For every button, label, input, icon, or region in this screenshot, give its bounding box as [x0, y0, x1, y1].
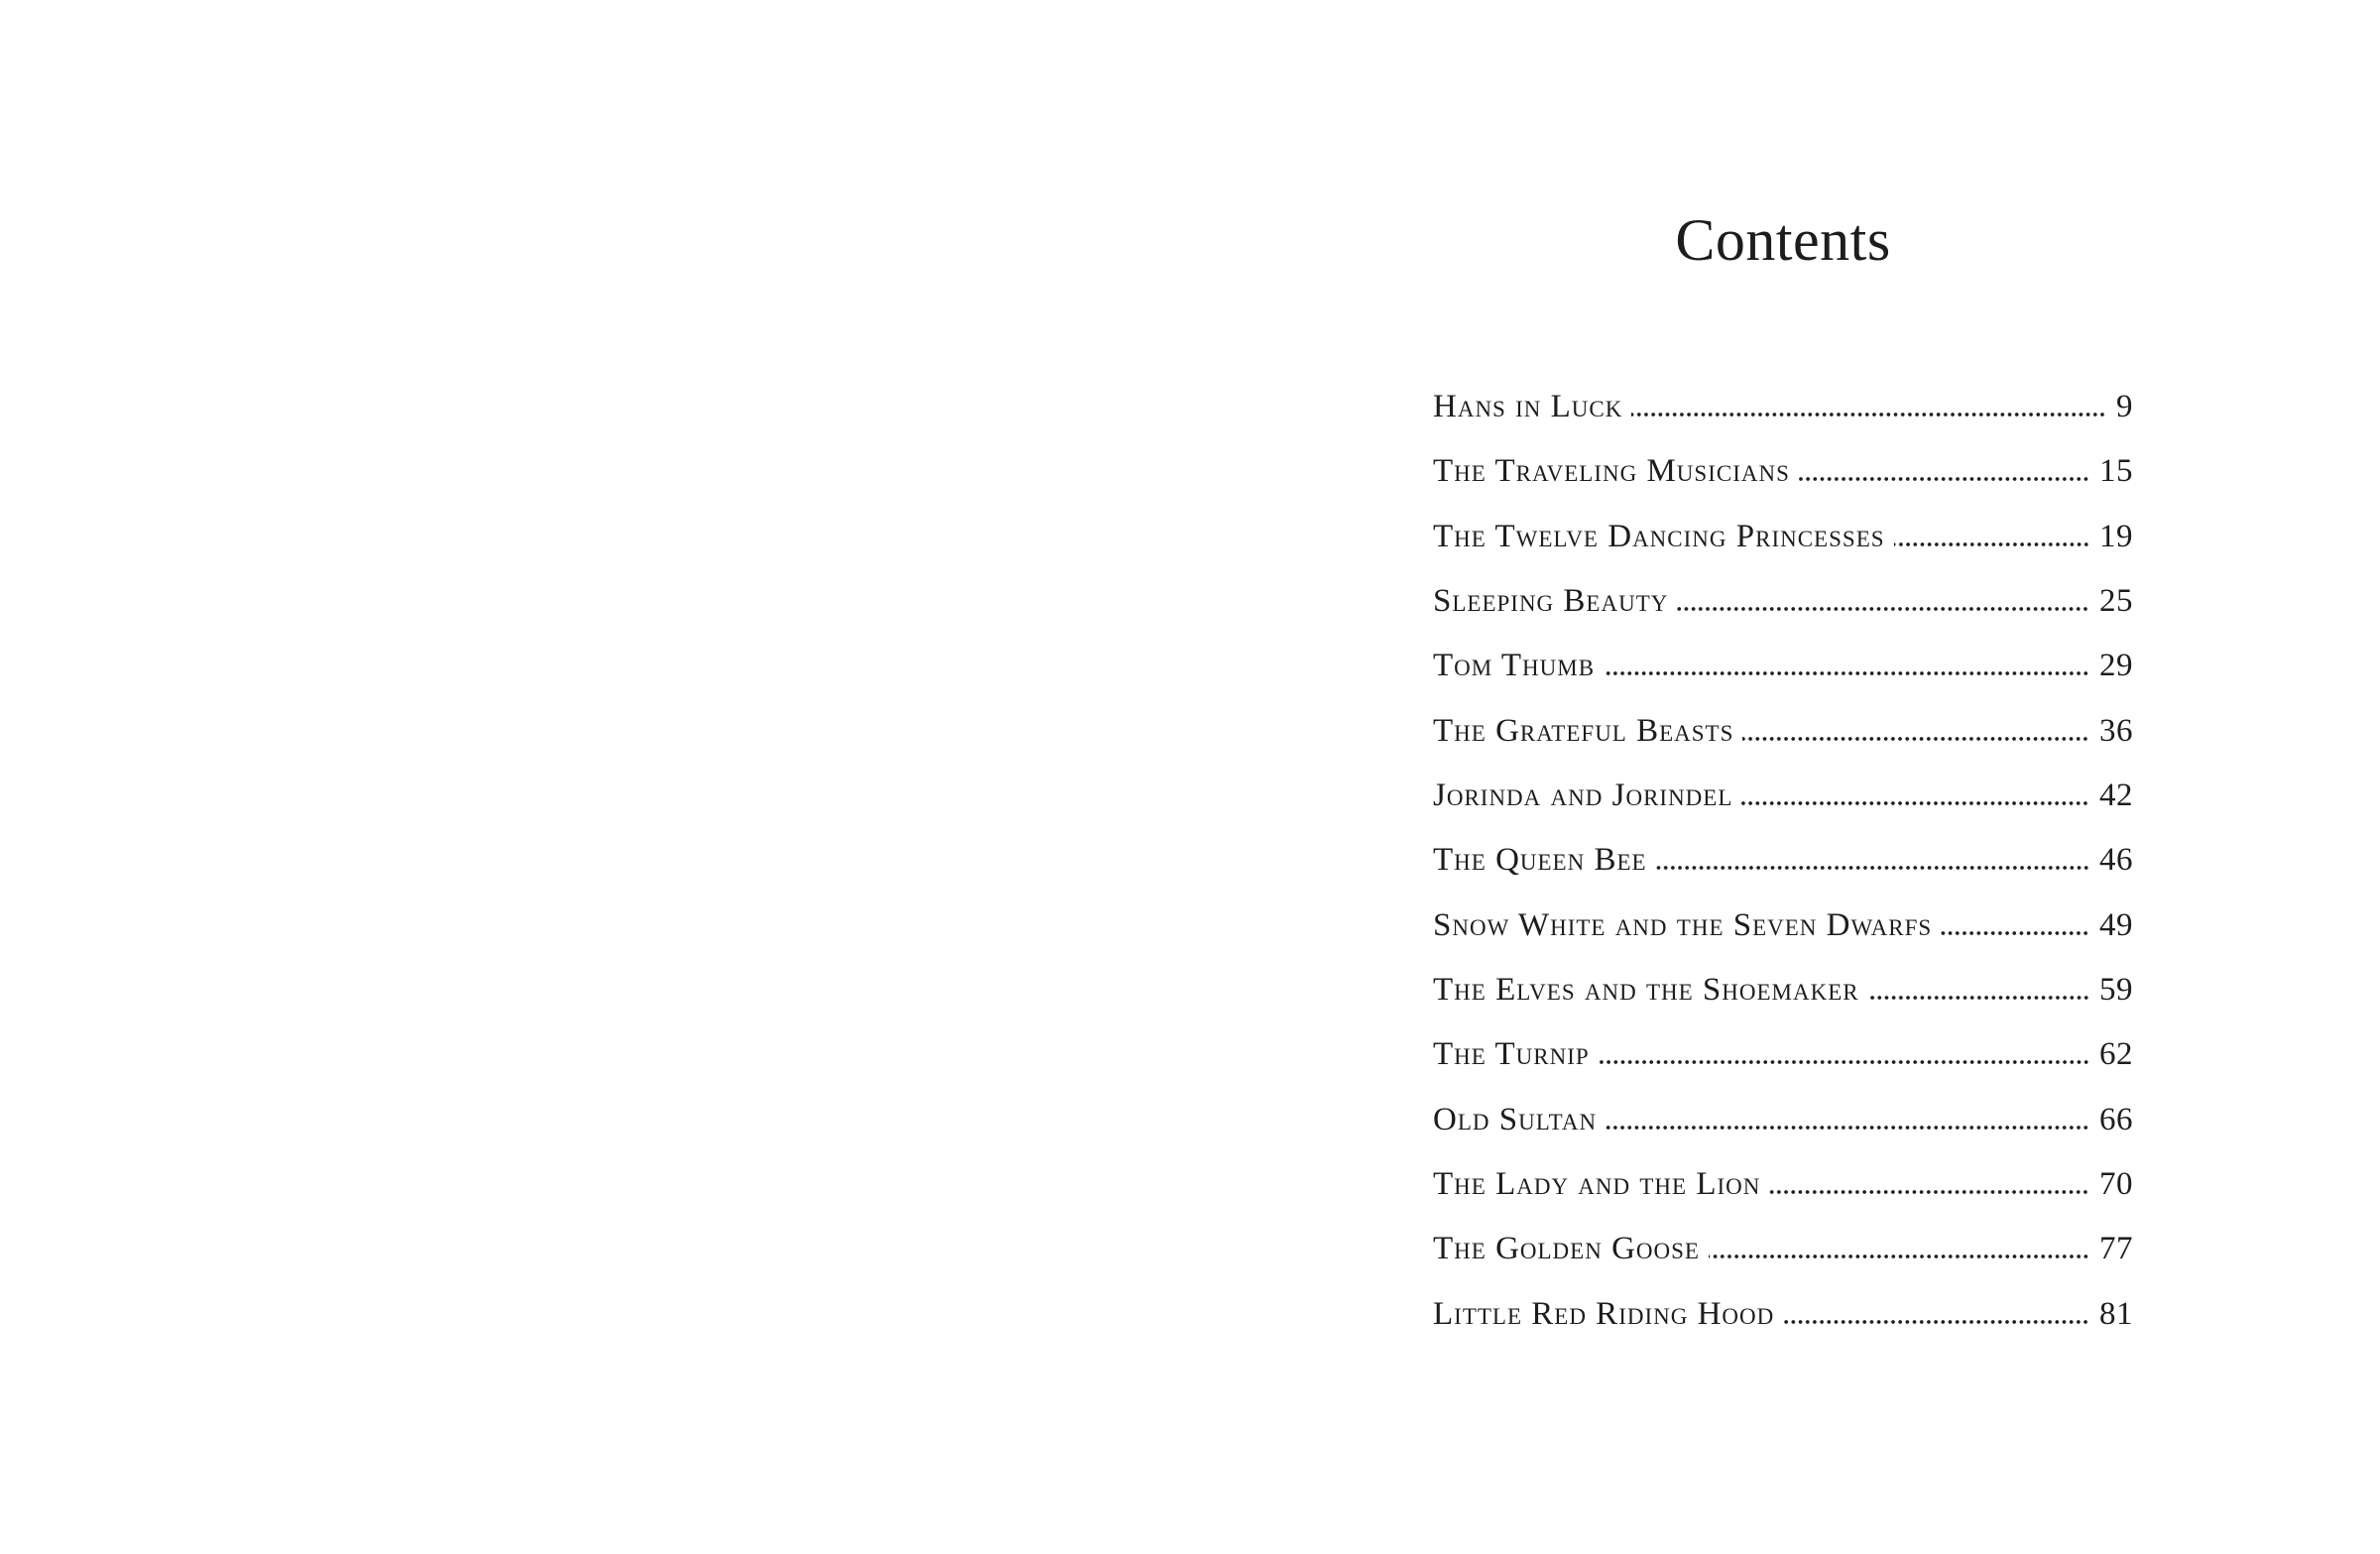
dot-leader	[1741, 801, 2089, 805]
toc-entry-page-number: 81	[2099, 1295, 2133, 1332]
dot-leader	[1742, 737, 2089, 741]
dot-leader	[1604, 671, 2089, 675]
dot-leader	[1941, 931, 2089, 935]
toc-entry-page-number: 66	[2099, 1101, 2133, 1137]
dot-leader	[1769, 1190, 2089, 1194]
toc-entry-page-number: 42	[2099, 777, 2133, 813]
toc-entry-title: The Queen Bee	[1433, 842, 1647, 879]
dot-leader	[1783, 1320, 2089, 1324]
toc-entry-page-number: 62	[2099, 1036, 2133, 1073]
toc-entry-row[interactable]	[1433, 1038, 2133, 1103]
toc-entry-page-number: 15	[2099, 453, 2133, 490]
toc-entry-row[interactable]	[1433, 844, 2133, 908]
dot-leader	[1868, 996, 2089, 1000]
dot-leader	[1894, 542, 2089, 546]
toc-entry-title: The Grateful Beasts	[1433, 712, 1734, 749]
toc-entry-title: Sleeping Beauty	[1433, 582, 1669, 619]
dot-leader	[1631, 413, 2106, 417]
toc-entry-title: The Twelve Dancing Princesses	[1433, 518, 1885, 554]
toc-entry-title: Jorinda and Jorindel	[1433, 777, 1733, 813]
toc-entry-row[interactable]	[1433, 1295, 2133, 1363]
toc-entry-title: The Turnip	[1433, 1036, 1590, 1073]
toc-entry-row[interactable]	[1433, 971, 2133, 1038]
toc-entry-row[interactable]	[1433, 391, 2133, 455]
toc-list	[1433, 391, 2133, 1363]
dot-leader	[1709, 1255, 2089, 1258]
toc-entry-row[interactable]	[1433, 1165, 2133, 1233]
toc-entry-row[interactable]	[1433, 582, 2133, 650]
toc-entry-page-number: 36	[2099, 712, 2133, 749]
toc-entry-page-number: 19	[2099, 518, 2133, 554]
toc-entry-page-number: 77	[2099, 1231, 2133, 1267]
toc-entry-title: Old Sultan	[1433, 1101, 1598, 1137]
toc-entry-row[interactable]	[1433, 779, 2133, 844]
toc-entry-title: The Lady and the Lion	[1433, 1165, 1761, 1202]
toc-entry-title: Tom Thumb	[1433, 648, 1596, 684]
toc-entry-page-number: 59	[2099, 971, 2133, 1008]
toc-entry-page-number: 29	[2099, 648, 2133, 684]
toc-entry-row[interactable]	[1433, 906, 2133, 974]
toc-entry-row[interactable]	[1433, 1101, 2133, 1168]
toc-entry-page-number: 49	[2099, 906, 2133, 943]
toc-entry-title: The Traveling Musicians	[1433, 453, 1790, 490]
toc-entry-row[interactable]	[1433, 1233, 2133, 1297]
dot-leader	[1656, 866, 2089, 870]
toc-entry-page-number: 25	[2099, 582, 2133, 619]
toc-entry-row[interactable]	[1433, 455, 2133, 520]
dot-leader	[1799, 477, 2089, 481]
toc-entry-page-number: 70	[2099, 1165, 2133, 1202]
toc-entry-row[interactable]	[1433, 650, 2133, 714]
page-title: Contents	[1675, 207, 1891, 274]
dot-leader	[1677, 607, 2089, 611]
toc-entry-title: Snow White and the Seven Dwarfs	[1433, 906, 1933, 943]
toc-entry-page-number: 9	[2116, 389, 2133, 424]
toc-entry-title: Hans in Luck	[1433, 389, 1623, 424]
toc-entry-title: Little Red Riding Hood	[1433, 1295, 1775, 1332]
dot-leader	[1599, 1060, 2089, 1064]
toc-entry-row[interactable]	[1433, 518, 2133, 585]
toc-entry-page-number: 46	[2099, 842, 2133, 879]
toc-entry-row[interactable]	[1433, 712, 2133, 779]
dot-leader	[1606, 1126, 2089, 1130]
toc-entry-title: The Golden Goose	[1433, 1231, 1700, 1267]
toc-entry-title: The Elves and the Shoemaker	[1433, 971, 1859, 1008]
